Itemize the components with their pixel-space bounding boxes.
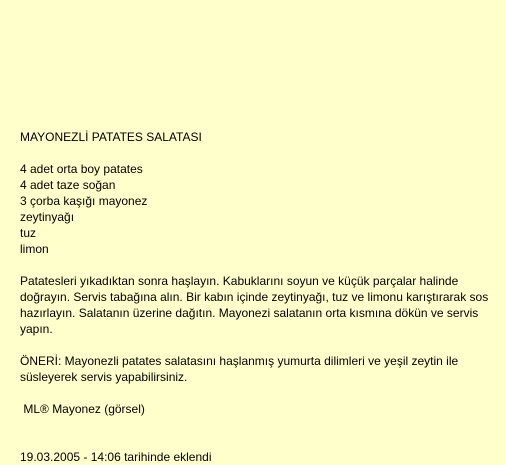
recipe-title: MAYONEZLİ PATATES SALATASI (20, 130, 202, 144)
spacer (20, 145, 490, 161)
instructions-paragraph: Patatesleri yıkadıktan sonra haşlayın. Kabuklarını soyun ve küçük parçalar halinde doğrayın. Servis tabağına alın. Bir kabın içinde zeytinyağı, tuz ve limonu karıştırarak sos hazırlayın. Salatanın üzerine dağıtın. Mayonezi salatanın orta kısmına dökün ve servis yapın. (20, 274, 489, 336)
ingredient-item: tuz (20, 226, 37, 240)
spacer (20, 337, 490, 353)
spacer (20, 417, 490, 449)
ingredient-item: zeytinyağı (20, 210, 75, 224)
ingredient-item: 3 çorba kaşığı mayonez (20, 194, 148, 208)
ingredient-item: limon (20, 242, 49, 256)
recipe-content (20, 129, 490, 465)
suggestion-paragraph: ÖNERİ: Mayonezli patates salatasını haşlanmış yumurta dilimleri ve yeşil zeytin ile süsleyerek servis yapabilirsiniz. (20, 354, 459, 384)
spacer (20, 257, 490, 273)
ingredient-item: 4 adet taze soğan (20, 178, 116, 192)
image-credit: ML® Mayonez (görsel) (20, 402, 145, 416)
footer-date-text: 19.03.2005 - 14:06 tarihinde eklendi (20, 450, 212, 464)
ingredients-list (20, 161, 490, 257)
ingredient-item: 4 adet orta boy patates (20, 162, 143, 176)
spacer (20, 385, 490, 401)
